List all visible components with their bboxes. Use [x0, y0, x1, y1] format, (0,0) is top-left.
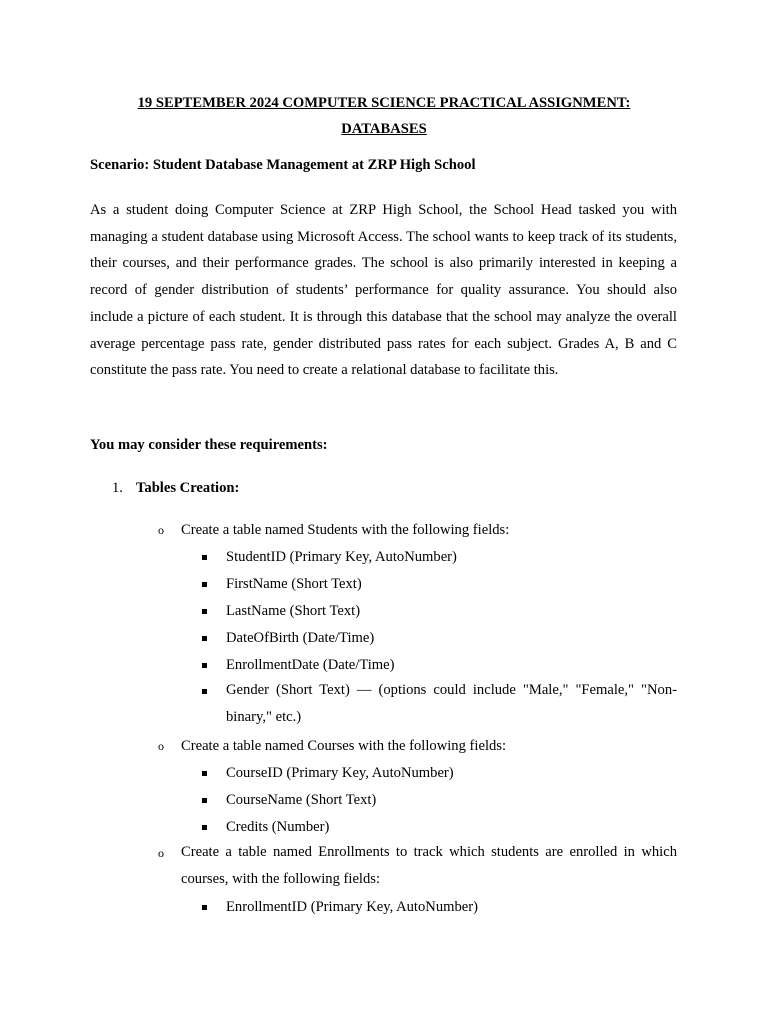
- square-bullet-icon: [201, 897, 209, 917]
- square-bullet-icon: [201, 763, 209, 783]
- square-bullet-icon: [201, 817, 209, 837]
- field-item: CourseName (Short Text): [226, 792, 377, 808]
- scenario-heading: Scenario: Student Database Management at ZRP High School: [90, 157, 476, 173]
- table-item-students: Create a table named Students with the following fields:: [181, 522, 510, 538]
- field-item: EnrollmentDate (Date/Time): [226, 657, 395, 673]
- field-item: Credits (Number): [226, 819, 330, 835]
- list-bullet-o: o: [158, 846, 164, 860]
- square-bullet-icon: [201, 655, 209, 675]
- square-bullet-icon: [201, 790, 209, 810]
- field-item: EnrollmentID (Primary Key, AutoNumber): [226, 899, 478, 915]
- field-item: LastName (Short Text): [226, 603, 361, 619]
- table-item-enrollments: Create a table named Enrollments to track which students are enrolled in which courses, with the following fields:: [181, 844, 677, 887]
- section-number: 1.: [112, 480, 123, 496]
- section-title: Tables Creation:: [136, 480, 240, 496]
- table-item-courses: Create a table named Courses with the following fields:: [181, 738, 507, 754]
- square-bullet-icon: [201, 574, 209, 594]
- square-bullet-icon: [201, 601, 209, 621]
- document-title-line-1: 19 SEPTEMBER 2024 COMPUTER SCIENCE PRACTICAL ASSIGNMENT:: [137, 95, 631, 111]
- document-title-line-2: DATABASES: [341, 121, 427, 137]
- requirements-heading: You may consider these requirements:: [90, 437, 328, 453]
- field-item: DateOfBirth (Date/Time): [226, 630, 375, 646]
- field-item: FirstName (Short Text): [226, 576, 362, 592]
- intro-paragraph: As a student doing Computer Science at ZRP High School, the School Head tasked you with managing a student database using Microsoft Access. The school wants to keep track of its students, their courses, and their performance grades. The school is also primarily interested in keeping a record of gender distribution of students’ performance for quality assurance. You should also include a picture of each student. It is through this database that the school may analyze the overall average percentage pass rate, gender distributed pass rates for each subject. Grades A, B and C constitute the pass rate. You need to create a relational database to facilitate this.: [90, 202, 677, 379]
- field-item: StudentID (Primary Key, AutoNumber): [226, 549, 457, 565]
- list-bullet-o: o: [158, 523, 164, 537]
- list-bullet-o: o: [158, 739, 164, 753]
- field-item: Gender (Short Text) — (options could include "Male," "Female," "Non-binary," etc.): [226, 682, 677, 725]
- square-bullet-icon: [201, 681, 209, 701]
- square-bullet-icon: [201, 628, 209, 648]
- field-item: CourseID (Primary Key, AutoNumber): [226, 765, 454, 781]
- square-bullet-icon: [201, 547, 209, 567]
